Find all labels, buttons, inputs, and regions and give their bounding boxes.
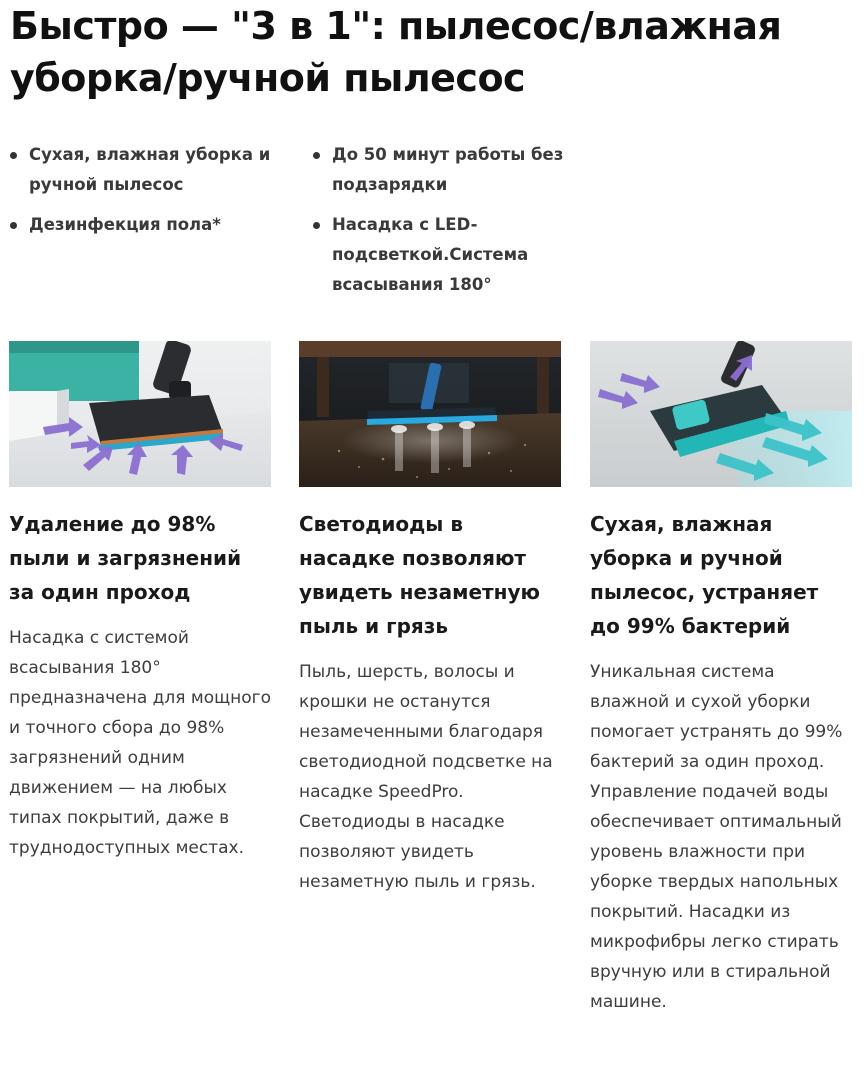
feature-bullet — [8, 210, 298, 240]
feature-bullet — [8, 140, 298, 200]
bullet-dot-icon — [10, 152, 17, 159]
feature-bullet-text: Насадка с LED-подсветкой.Система всасывания 180° — [332, 215, 529, 294]
feature-card-text: Насадка с системой всасывания 180° предназначена для мощного и точного сбора до 98% загрязнений одним движением — на любых типах покрытий, даже в труднодоступных местах. — [9, 628, 271, 858]
feature-card-wet-dry — [590, 341, 852, 1017]
feature-card-led — [299, 341, 561, 897]
led-nozzle-under-furniture-image — [299, 341, 561, 487]
feature-card-title: Сухая, влажная уборка и ручной пылесос, устраняет до 99% бактерий — [590, 512, 819, 638]
feature-bullet-text: Сухая, влажная уборка и ручной пылесос — [29, 145, 271, 194]
feature-bullets-right — [311, 140, 591, 310]
wet-dry-mop-nozzle-image — [590, 341, 852, 487]
feature-card-suction — [9, 341, 271, 863]
vacuum-nozzle-180-suction-image — [9, 341, 271, 487]
page-title: Быстро — "3 в 1": пылесос/влажная уборка/ручной пылесос — [10, 4, 782, 100]
bullet-dot-icon — [313, 152, 320, 159]
feature-bullet-text: Дезинфекция пола* — [29, 215, 221, 234]
feature-bullet — [311, 140, 591, 200]
feature-bullets-left — [8, 140, 298, 250]
feature-bullet-text: До 50 минут работы без подзарядки — [332, 145, 564, 194]
feature-card-title: Удаление до 98% пыли и загрязнений за один проход — [9, 512, 242, 604]
bullet-dot-icon — [10, 222, 17, 229]
feature-card-text: Уникальная система влажной и сухой уборки помогает устранять до 99% бактерий за один проход. Управление подачей воды обеспечивает оптимальный уровень влажности при уборке твердых напольных покрытий. Насадки из микрофибры легко стирать вручную или в стиральной машине. — [590, 662, 843, 1012]
feature-bullet — [311, 210, 591, 300]
bullet-dot-icon — [313, 222, 320, 229]
feature-card-text: Пыль, шерсть, волосы и крошки не останутся незамеченными благодаря светодиодной подсветке на насадке SpeedPro. Светодиоды в насадке позволяют увидеть незаметную пыль и грязь. — [299, 662, 553, 892]
feature-card-title: Светодиоды в насадке позволяют увидеть незаметную пыль и грязь — [299, 512, 540, 638]
